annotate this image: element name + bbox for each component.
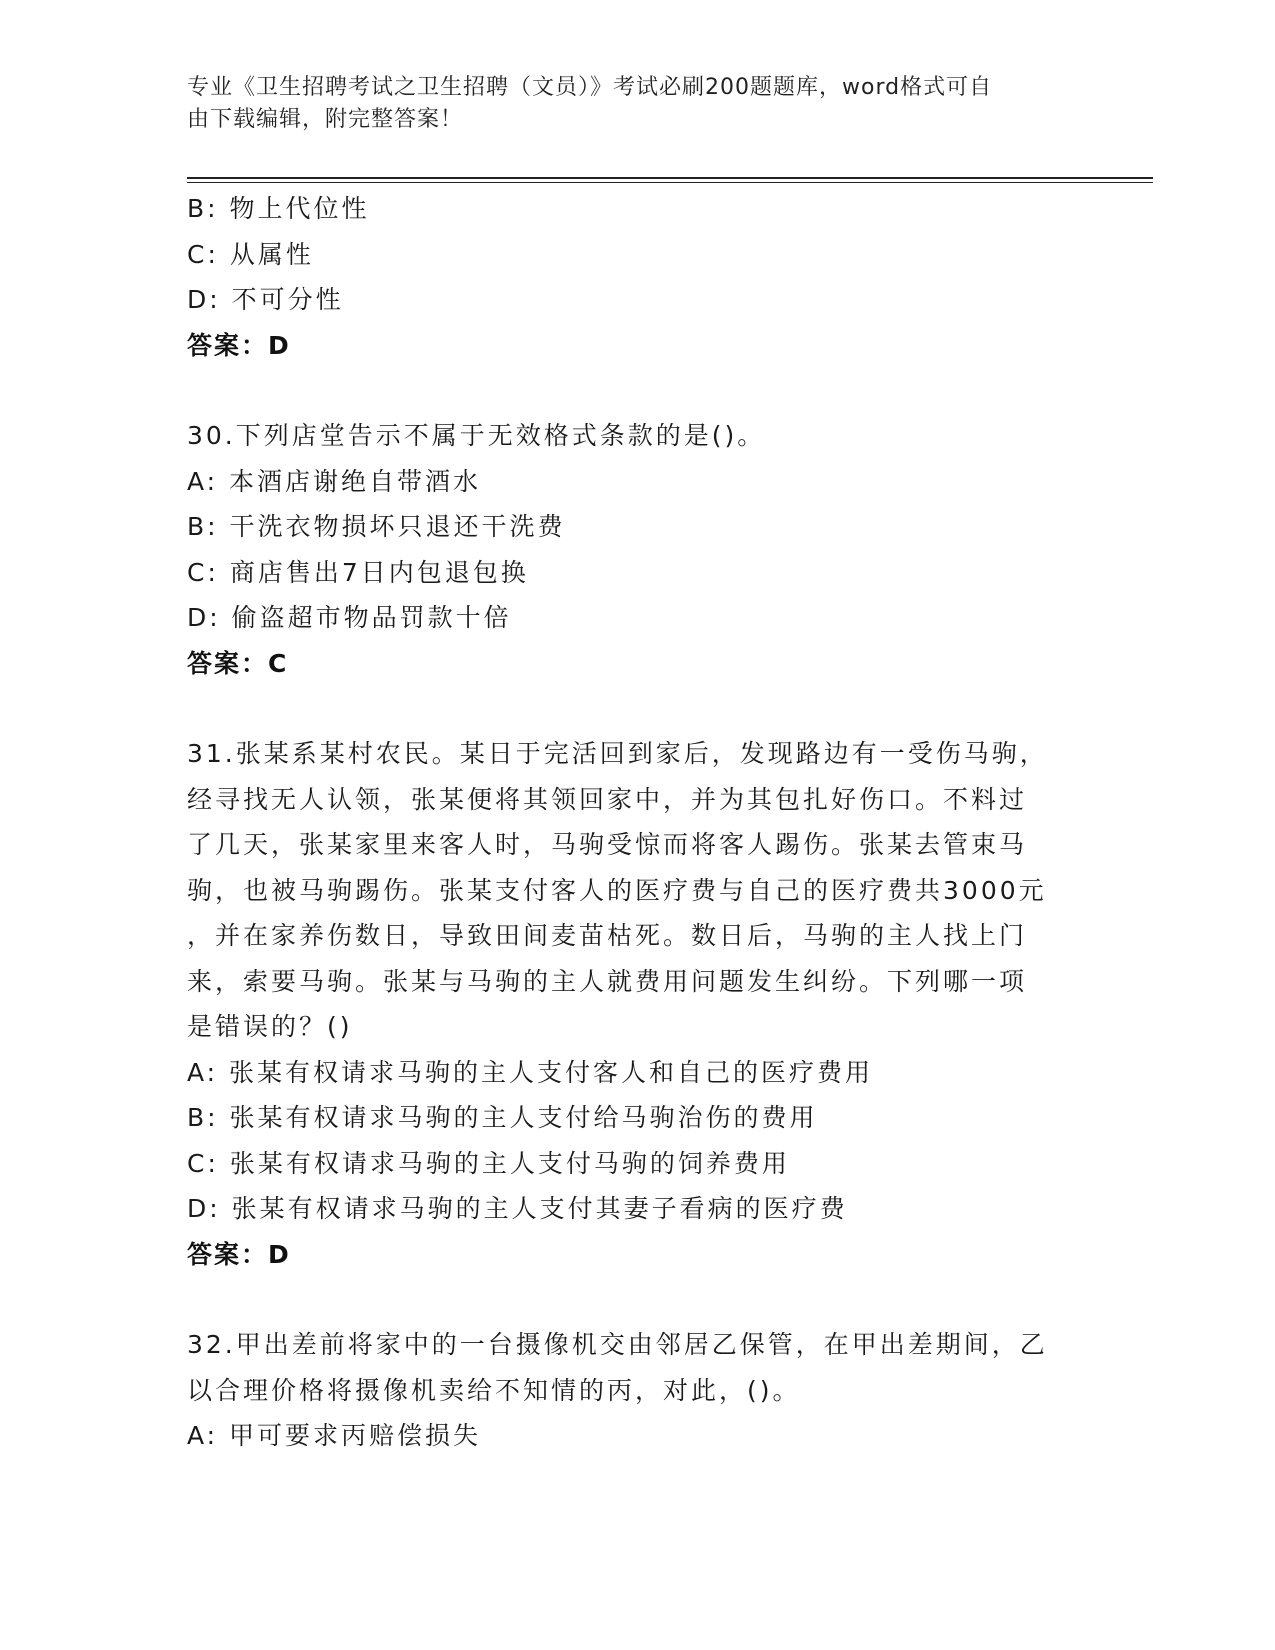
option-b: B: 张某有权请求马驹的主人支付给马驹治伤的费用: [187, 1103, 818, 1132]
question-content: [187, 186, 1087, 1459]
spacer: [187, 1277, 1087, 1322]
option-d: D: 偷盗超市物品罚款十倍: [187, 603, 512, 632]
header-line-2: 由下载编辑，附完整答案！: [187, 107, 464, 132]
question-stem-line: 以合理价格将摄像机卖给不知情的丙，对此，()。: [187, 1375, 801, 1405]
option-d: D: 张某有权请求马驹的主人支付其妻子看病的医疗费: [187, 1194, 848, 1223]
option-b: B: 物上代位性: [187, 194, 370, 223]
question-stem-line: ，并在家养伤数日，导致田间麦苗枯死。数日后，马驹的主人找上门: [187, 921, 1028, 950]
question-stem-line: 了几天，张某家里来客人时，马驹受惊而将客人踢伤。张某去管束马: [187, 830, 1028, 859]
header-line-1: 专业《卫生招聘考试之卫生招聘（文员）》考试必刷200题题库，word格式可自: [187, 75, 993, 100]
option-a: A: 本酒店谢绝自带酒水: [187, 466, 482, 496]
option-c: C: 商店售出7日内包退包换: [187, 557, 529, 587]
question-32-block: [187, 1322, 1087, 1459]
question-stem-line: 来，索要马驹。张某与马驹的主人就费用问题发生纠纷。下列哪一项: [187, 966, 1028, 996]
option-b: B: 干洗衣物损坏只退还干洗费: [187, 512, 566, 541]
answer-line: 答案：C: [187, 648, 289, 678]
spacer: [187, 368, 1087, 413]
question-stem-line: 驹，也被马驹踢伤。张某支付客人的医疗费与自己的医疗费共3000元: [187, 875, 1047, 905]
question-stem-line: 32.甲出差前将家中的一台摄像机交由邻居乙保管，在甲出差期间，乙: [187, 1330, 1048, 1359]
option-c: C: 张某有权请求马驹的主人支付马驹的饲养费用: [187, 1148, 790, 1178]
spacer: [187, 686, 1087, 731]
question-30-block: [187, 413, 1087, 686]
question-stem-line: 是错误的？(): [187, 1012, 353, 1041]
answer-line: 答案：D: [187, 1239, 291, 1269]
answer-line: 答案：D: [187, 330, 291, 360]
question-stem-line: 31.张某系某村农民。某日于完活回到家后，发现路边有一受伤马驹，: [187, 739, 1048, 768]
option-c: C: 从属性: [187, 239, 314, 269]
prev-question-block: [187, 186, 1087, 368]
option-d: D: 不可分性: [187, 285, 344, 314]
question-stem: 30.下列店堂告示不属于无效格式条款的是()。: [187, 421, 766, 450]
option-a: A: 张某有权请求马驹的主人支付客人和自己的医疗费用: [187, 1057, 874, 1087]
header-divider: [187, 177, 1153, 183]
question-31-block: [187, 731, 1087, 1277]
option-a: A: 甲可要求丙赔偿损失: [187, 1421, 482, 1450]
page-header: [187, 72, 1067, 136]
question-stem-line: 经寻找无人认领，张某便将其领回家中，并为其包扎好伤口。不料过: [187, 784, 1028, 814]
